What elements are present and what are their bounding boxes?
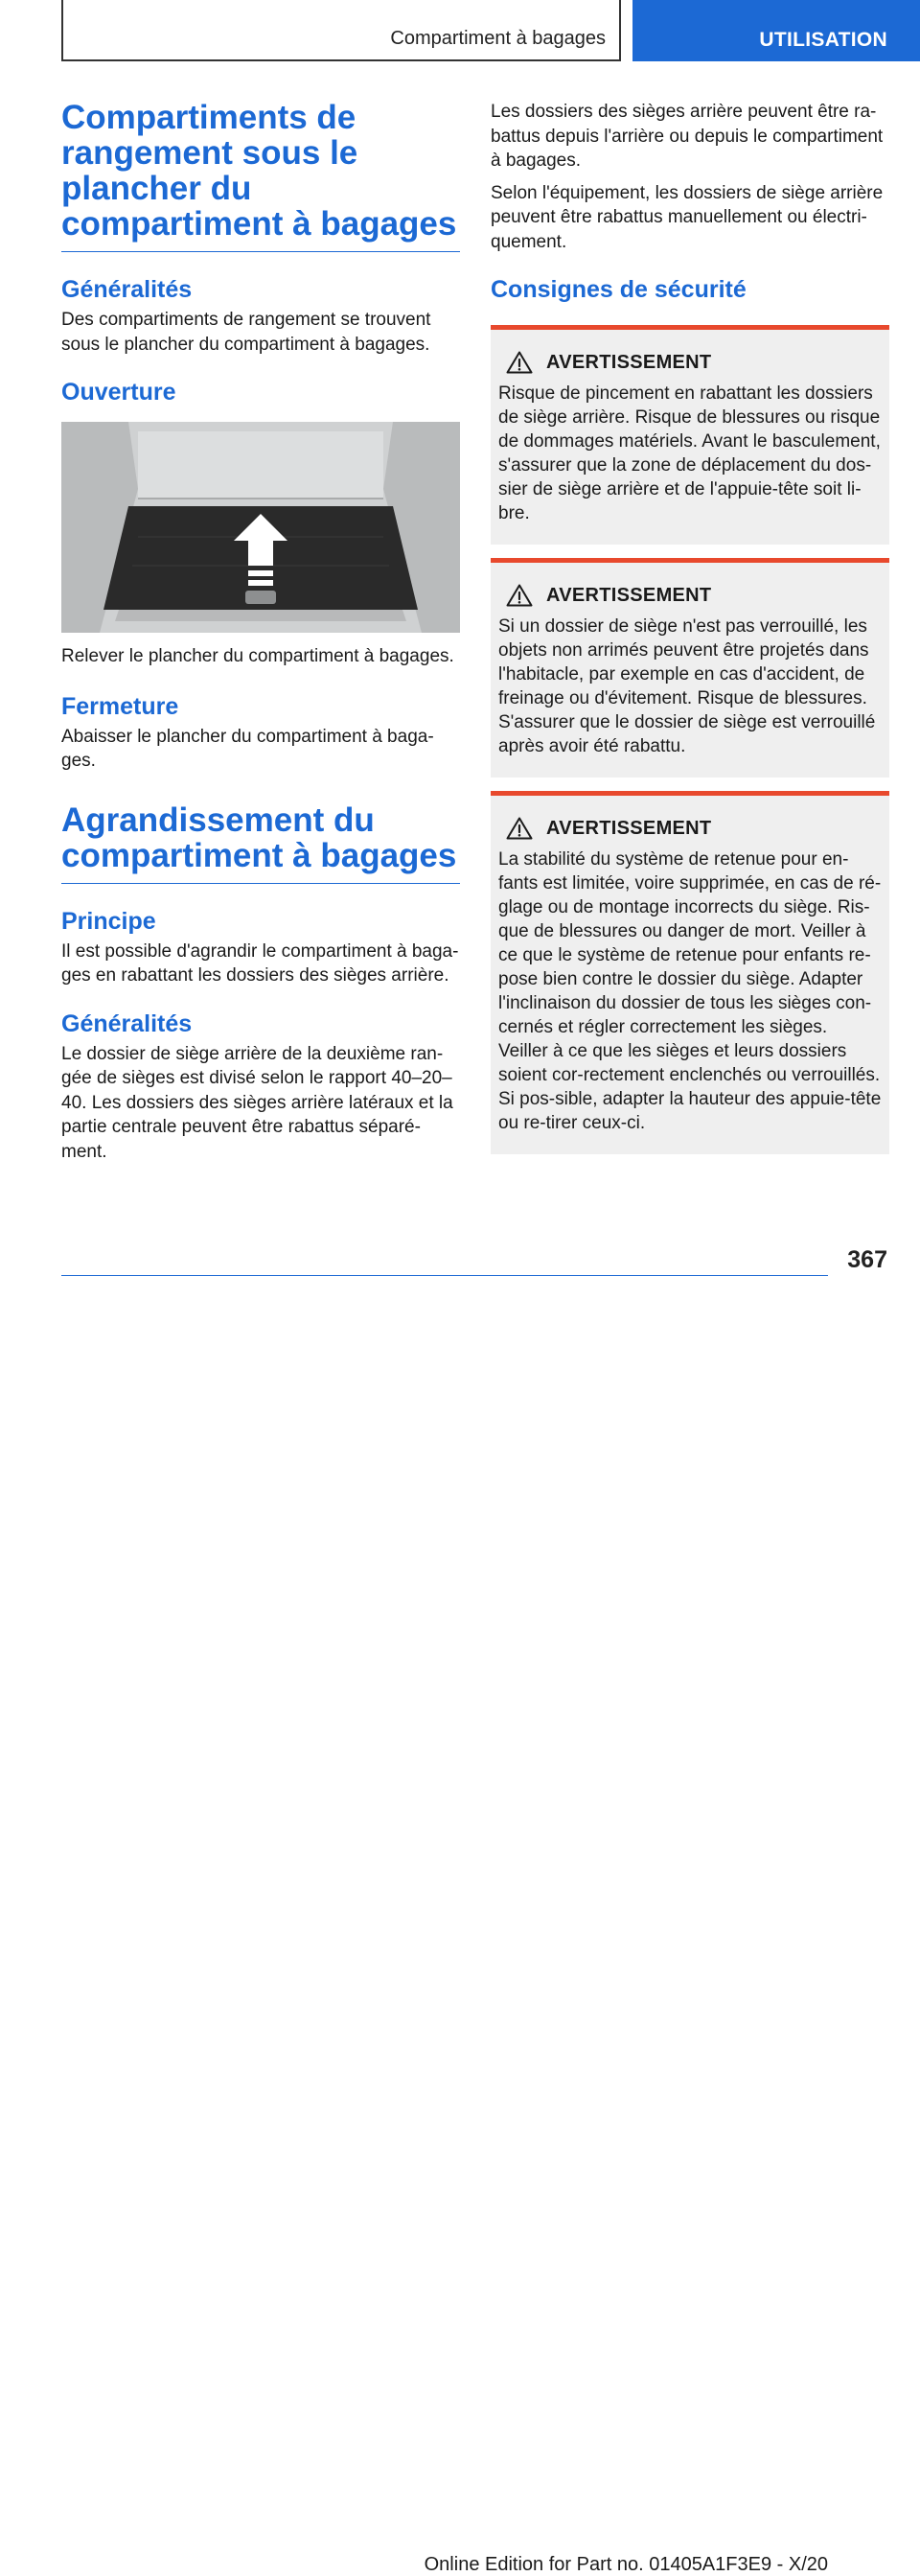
warning-text: Si un dossier de siège n'est pas verrouillé, les objets non arrimés peuvent être projetés dans l'habitacle, par exemple en cas d'accident, de freinage ou d'évitement. Risque de blessures. S'assurer que le dossier de siège est verrouillé après avoir été rabattu. (498, 616, 876, 756)
text-intro-2: Selon l'équipement, les dossiers de siège arrière peuvent être rabattus manuellement ou électri-quement. (491, 182, 884, 252)
heading-principle: Principe (61, 907, 156, 935)
warning-title: AVERTISSEMENT (546, 817, 712, 839)
text-closing: Abaisser le plancher du compartiment à baga-ges. (61, 726, 434, 771)
heading-general-2: Généralités (61, 1010, 193, 1037)
footer-rule (61, 1275, 828, 2575)
heading-closing: Fermeture (61, 692, 179, 720)
header-section-title: Compartiment à bagages (390, 28, 606, 49)
heading-general-1: Généralités (61, 276, 193, 303)
luggage-floor-drawing (61, 422, 460, 633)
warning-triangle-icon (506, 584, 533, 607)
warning-text: Risque de pincement en rabattant les dossiers de siège arrière. Risque de blessures ou risque de dommages matériels. Avant le basculement, s'assurer que la zone de déplacement du dos-sier de siège arrière et de l'appuie-tête soit li-bre. (498, 383, 881, 523)
warning-title: AVERTISSEMENT (546, 584, 712, 606)
footer-edition: Online Edition for Part no. 01405A1F3E9 - X/20 (424, 2554, 828, 2575)
running-header (61, 0, 621, 61)
heading-storage-compartments: Compartiments de rangement sous le plancher du compartiment à bagages (61, 100, 460, 252)
heading-opening: Ouverture (61, 379, 176, 406)
text-intro-1: Les dossiers des sièges arrière peuvent être ra-battus depuis l'arrière ou depuis le compartiment à bagages. (491, 102, 884, 171)
warning-box (491, 791, 889, 1154)
luggage-floor-illustration (61, 422, 460, 633)
chapter-tab (632, 0, 920, 61)
left-column (61, 100, 460, 1164)
warning-triangle-icon (506, 817, 533, 840)
warning-title: AVERTISSEMENT (546, 351, 712, 373)
warning-header (498, 817, 882, 840)
right-column (491, 100, 889, 1154)
heading-enlarge-compartment: Agrandissement du compartiment à bagages (61, 802, 460, 884)
text-opening: Relever le plancher du compartiment à bagages. (61, 646, 454, 666)
page-number: 367 (847, 1246, 887, 1273)
warning-box (491, 325, 889, 545)
warning-text: La stabilité du système de retenue pour en-fants est limitée, voire supprimée, en cas de ré-glage ou de montage incorrects du siège. Ris-que de blessures ou danger de mort. Veiller à ce que le système de retenue pour enfants re-pose bien contre le dossier du siège. Adapter l'inclinaison du dossier de tous les sièges con-cernés et régler correctement les sièges. Veiller à ce que les sièges et leurs dossiers soient cor-rectement enclenchés ou verrouillés. Si pos-sible, adapter la hauteur des appuie-tête ou re-tirer ceux-ci. (498, 849, 882, 1133)
text-principle: Il est possible d'agrandir le compartiment à baga-ges en rabattant les dossiers des sièges arrière. (61, 940, 459, 986)
warning-header (498, 351, 882, 374)
heading-safety: Consignes de sécurité (491, 276, 747, 303)
text-general-1: Des compartiments de rangement se trouvent sous le plancher du compartiment à bagages. (61, 310, 431, 355)
warning-box (491, 558, 889, 777)
warning-header (498, 584, 882, 607)
warning-triangle-icon (506, 351, 533, 374)
text-general-2: Le dossier de siège arrière de la deuxième ran-gée de sièges est divisé selon le rapport 40–20–40. Les dossiers des sièges arrière latéraux et la partie centrale peuvent être rabattus séparé-ment. (61, 1043, 453, 1162)
header-chapter-title: UTILISATION (759, 29, 887, 51)
